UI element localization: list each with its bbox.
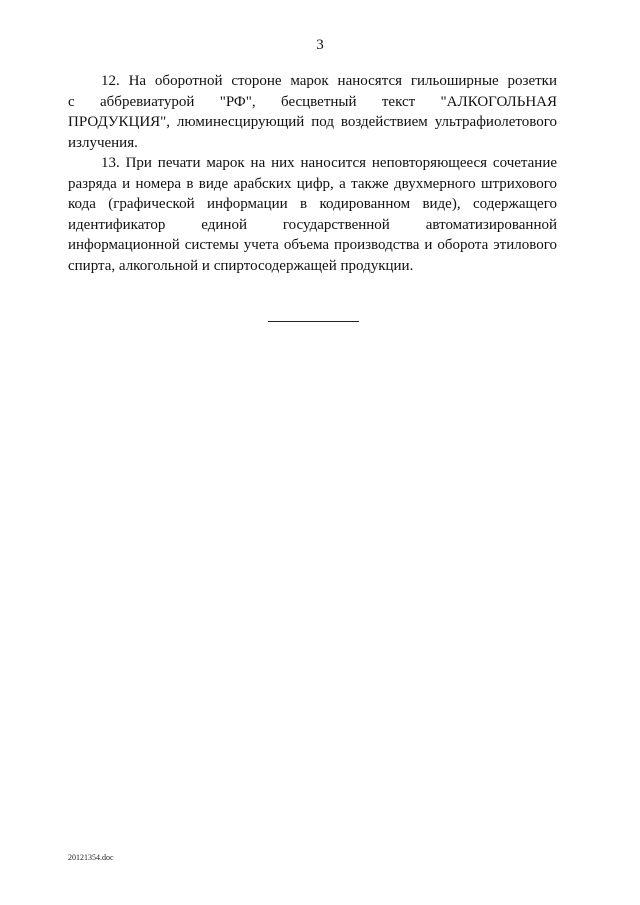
- text-line: 13. При печати марок на них наносится неповторяющееся сочетание: [101, 155, 557, 171]
- paragraph-12: [68, 71, 557, 153]
- text-line: кода (графической информации в кодированном виде), содержащего: [68, 196, 557, 212]
- text-line: спирта, алкогольной и спиртосодержащей продукции.: [68, 257, 414, 274]
- document-body: [68, 71, 557, 276]
- end-divider: [268, 321, 359, 322]
- text-line: информационной системы учета объема производства и оборота этилового: [68, 237, 557, 253]
- text-line: разряда и номера в виде арабских цифр, а также двухмерного штрихового: [68, 175, 557, 192]
- text-line: 12. На оборотной стороне марок наносятся гильоширные розетки: [101, 73, 557, 89]
- text-line: с аббревиатурой "РФ", бесцветный текст "АЛКОГОЛЬНАЯ: [68, 93, 557, 110]
- paragraph-13: [68, 153, 557, 276]
- footer-doc-code: 20121354.doc: [68, 853, 114, 862]
- text-line: ПРОДУКЦИЯ", люминесцирующий под воздействием ультрафиолетового: [68, 114, 557, 130]
- page-number: 3: [316, 37, 324, 53]
- text-line: идентификатор единой государственной автоматизированной: [68, 216, 557, 233]
- text-line: излучения.: [68, 134, 138, 151]
